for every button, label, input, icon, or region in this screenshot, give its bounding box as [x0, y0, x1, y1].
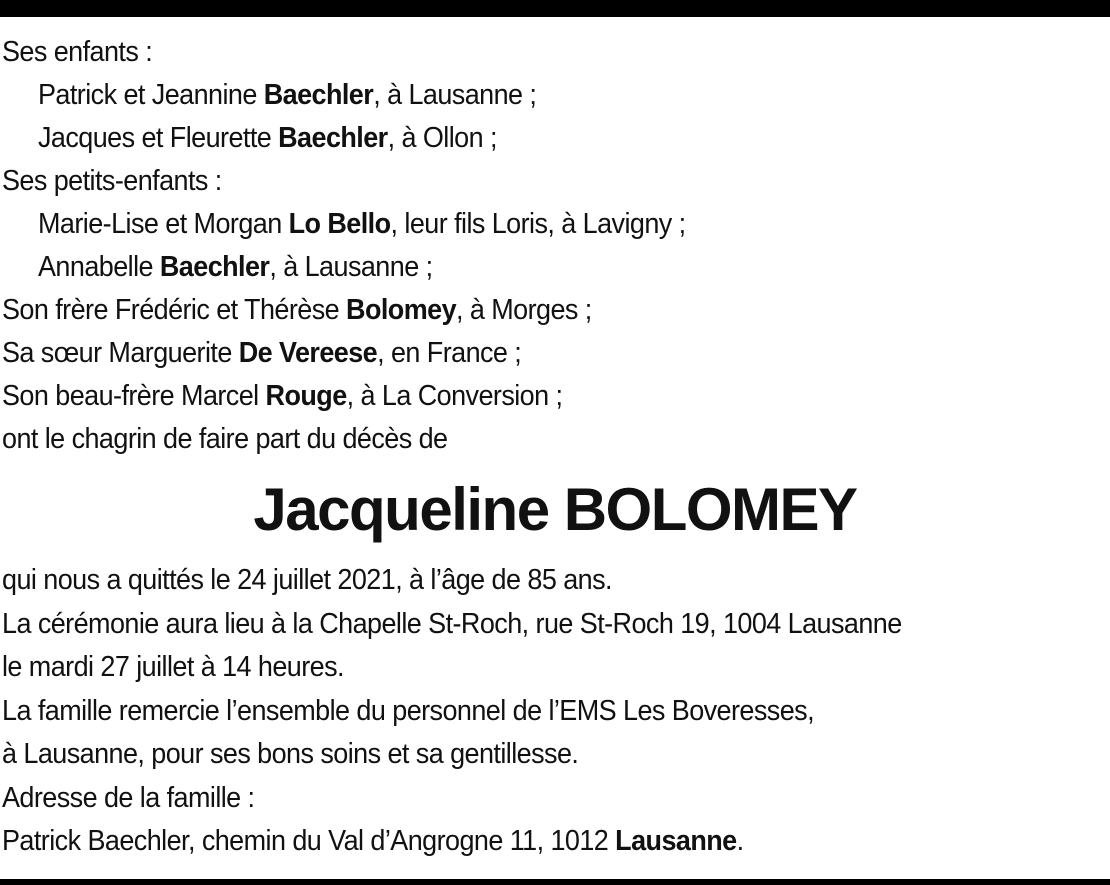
child-entry-suffix: , à Ollon ;: [387, 122, 497, 154]
brother-in-law-entry: [2, 376, 562, 416]
child-entry-surname: Baechler: [278, 122, 388, 154]
sister-entry-suffix: , en France ;: [377, 337, 522, 369]
top-border-rule: [0, 0, 1110, 17]
ceremony-text: La cérémonie aura lieu à la Chapelle St-Roch, rue St-Roch 19, 1004 Lausanne: [2, 608, 902, 640]
child-entry: [38, 118, 497, 158]
grandchild-entry-prefix: Marie-Lise et Morgan: [38, 208, 289, 240]
grandchild-entry: [38, 204, 686, 244]
sister-entry: [2, 333, 521, 373]
grandchild-entry-surname: Lo Bello: [288, 208, 391, 240]
ceremony-text-continued: le mardi 27 juillet à 14 heures.: [2, 651, 344, 683]
grandchild-entry-prefix: Annabelle: [38, 251, 160, 283]
family-address: [2, 821, 744, 861]
child-entry-suffix: , à Lausanne ;: [373, 79, 537, 111]
brother-in-law-entry-surname: Rouge: [265, 380, 347, 412]
announcement-text: ont le chagrin de faire part du décès de: [2, 423, 448, 455]
sister-entry-surname: De Vereese: [238, 337, 378, 369]
child-entry-surname: Baechler: [263, 79, 374, 111]
children-heading: Ses enfants :: [2, 36, 153, 68]
thanks-text: La famille remercie l’ensemble du personnel de l’EMS Les Boveresses,: [2, 695, 815, 727]
bottom-border-rule: [0, 879, 1110, 885]
family-address-suffix: .: [736, 825, 744, 857]
child-entry-prefix: Patrick et Jeannine: [38, 79, 264, 111]
brother-in-law-entry-prefix: Son beau-frère Marcel: [2, 380, 266, 412]
grandchildren-heading: Ses petits-enfants :: [2, 165, 222, 197]
death-info-text: qui nous a quittés le 24 juillet 2021, à l’âge de 85 ans.: [2, 564, 612, 596]
brother-entry: [2, 290, 592, 330]
brother-in-law-entry-suffix: , à La Conversion ;: [346, 380, 563, 412]
sister-entry-prefix: Sa sœur Marguerite: [2, 337, 239, 369]
thanks-text-continued: à Lausanne, pour ses bons soins et sa gentillesse.: [2, 738, 579, 770]
deceased-name: Jacqueline BOLOMEY: [253, 476, 857, 543]
grandchild-entry-suffix: , à Lausanne ;: [269, 251, 433, 283]
brother-entry-prefix: Son frère Frédéric et Thérèse: [2, 294, 347, 326]
address-heading: Adresse de la famille :: [2, 782, 255, 814]
child-entry: [38, 75, 536, 115]
grandchild-entry-surname: Baechler: [159, 251, 270, 283]
grandchild-entry: [38, 247, 433, 287]
family-address-city: Lausanne: [615, 825, 737, 857]
grandchild-entry-suffix: , leur fils Loris, à Lavigny ;: [390, 208, 686, 240]
family-address-street: Patrick Baechler, chemin du Val d’Angrogne 11, 1012: [2, 825, 616, 857]
child-entry-prefix: Jacques et Fleurette: [38, 122, 279, 154]
brother-entry-surname: Bolomey: [346, 294, 457, 326]
brother-entry-suffix: , à Morges ;: [456, 294, 592, 326]
